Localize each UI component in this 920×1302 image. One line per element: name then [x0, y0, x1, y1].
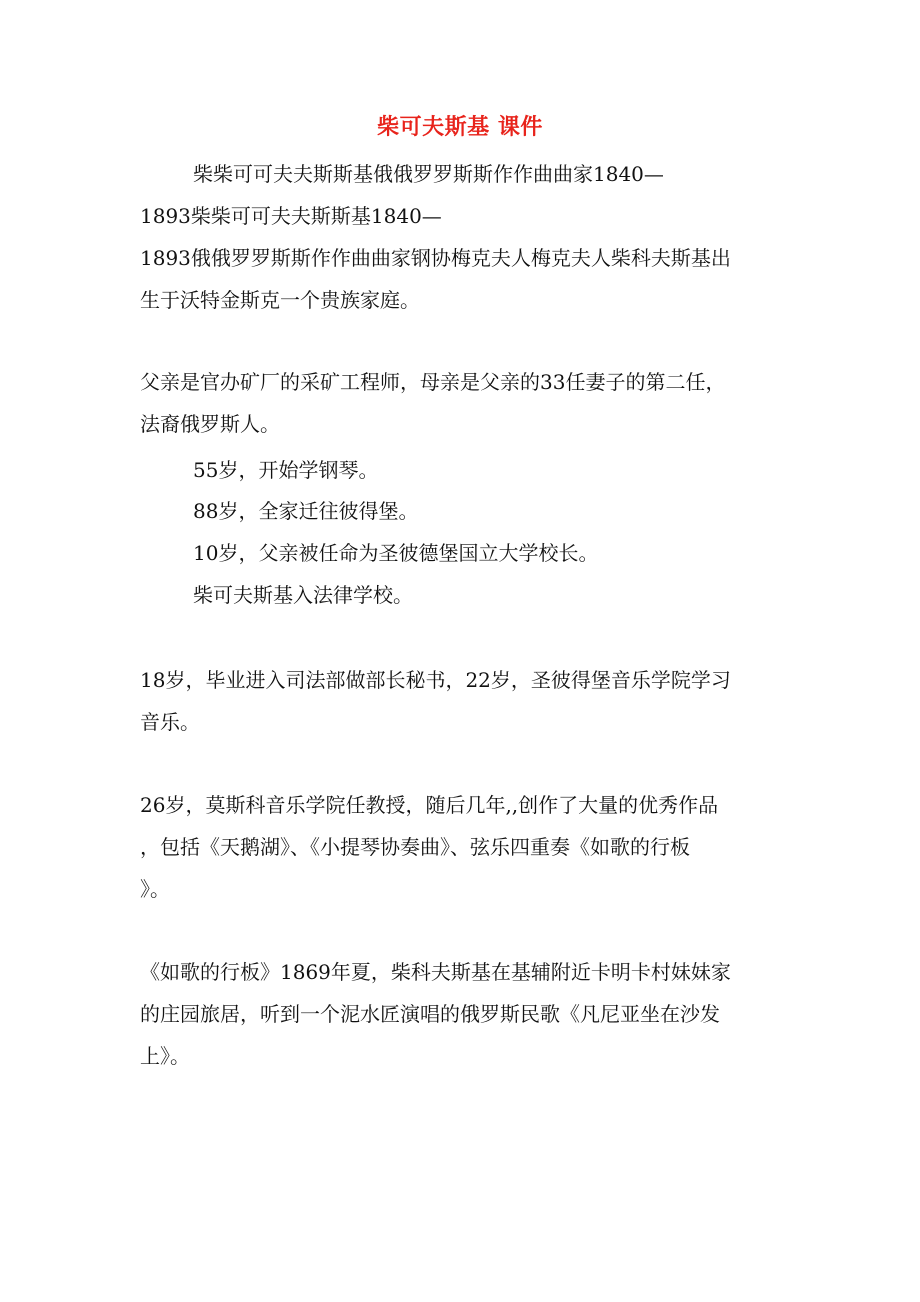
paragraph-line: 1893柴柴可可夫夫斯斯基1840— — [140, 204, 442, 228]
paragraph-line: 55岁，开始学钢琴。 — [193, 458, 379, 482]
paragraph-line: 生于沃特金斯克一个贵族家庭。 — [140, 288, 420, 312]
paragraph-line: 柴可夫斯基入法律学校。 — [193, 583, 413, 607]
paragraph-line: 26岁，莫斯科音乐学院任教授，随后几年,,创作了大量的优秀作品 — [140, 793, 719, 817]
paragraph-line: 法裔俄罗斯人。 — [140, 412, 280, 436]
paragraph-line: 的庄园旅居，听到一个泥水匠演唱的俄罗斯民歌《凡尼亚坐在沙发 — [140, 1002, 720, 1026]
paragraph-line: 父亲是官办矿厂的采矿工程师，母亲是父亲的33任妻子的第二任， — [140, 370, 726, 394]
paragraph-line: 上》。 — [140, 1044, 190, 1068]
paragraph-line: 》。 — [140, 877, 170, 901]
paragraph-line: 《如歌的行板》1869年夏，柴科夫斯基在基辅附近卡明卡村妹妹家 — [140, 960, 731, 984]
paragraph-line: 音乐。 — [140, 710, 200, 734]
document-title: 柴可夫斯基 课件 — [377, 115, 543, 140]
paragraph-line: ，包括《天鹅湖》、《小提琴协奏曲》、弦乐四重奏《如歌的行板 — [140, 835, 690, 859]
paragraph-line: 88岁，全家迁往彼得堡。 — [193, 499, 419, 523]
paragraph-line: 18岁，毕业进入司法部做部长秘书，22岁，圣彼得堡音乐学院学习 — [140, 668, 731, 692]
paragraph-line: 1893俄俄罗罗斯斯作作曲曲家钢协梅克夫人梅克夫人柴科夫斯基出 — [140, 246, 731, 270]
paragraph-line: 柴柴可可夫夫斯斯基俄俄罗罗斯斯作作曲曲家1840— — [193, 162, 664, 186]
paragraph-line: 10岁，父亲被任命为圣彼德堡国立大学校长。 — [193, 541, 599, 565]
